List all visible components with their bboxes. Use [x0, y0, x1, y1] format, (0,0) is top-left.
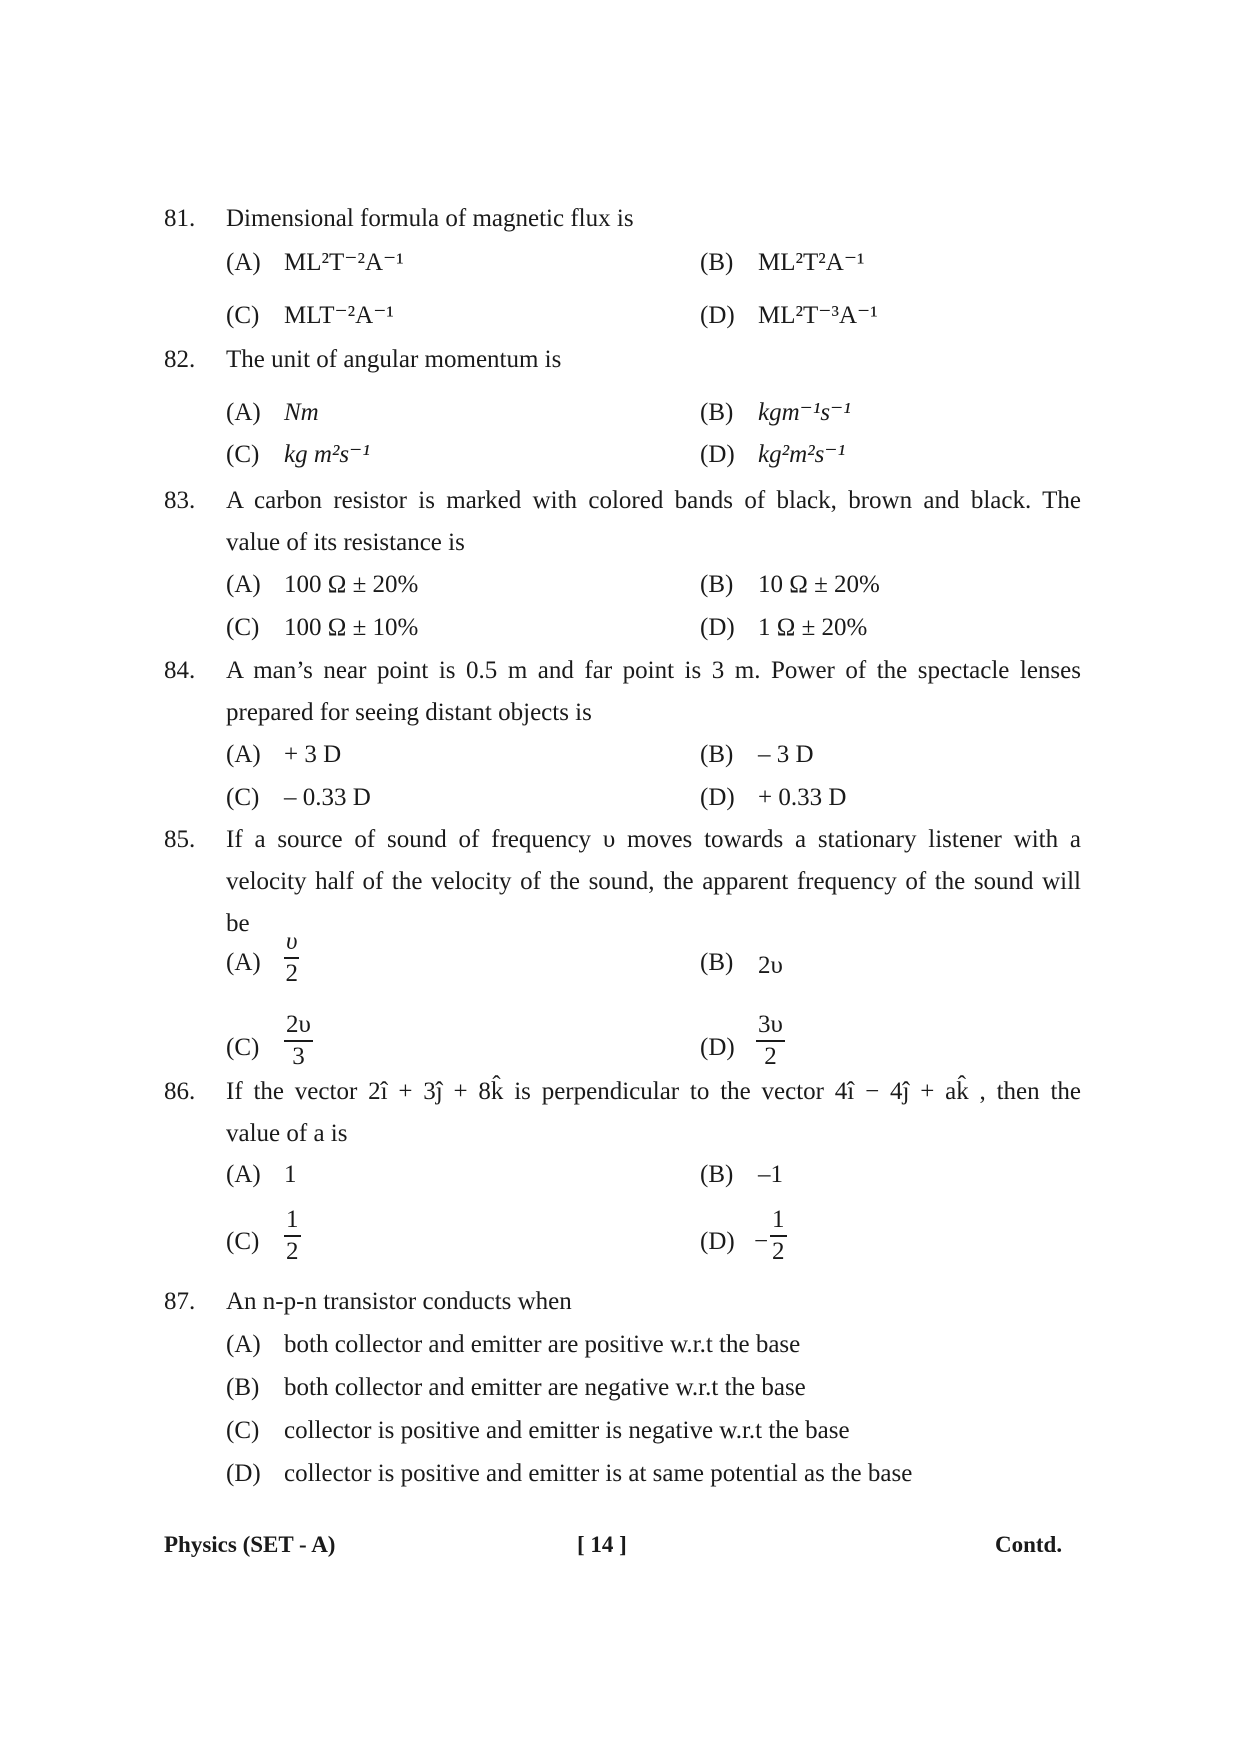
option-label: (B)	[700, 1161, 734, 1188]
question-number: 86.	[164, 1078, 196, 1105]
fraction-denominator: 2	[772, 1237, 785, 1265]
fraction-numerator: 2υ	[286, 1011, 311, 1038]
option-text: 100 Ω ± 20%	[284, 571, 419, 598]
option-label: (B)	[700, 741, 734, 768]
option-text: – 3 D	[758, 741, 814, 768]
fraction-numerator: 3υ	[758, 1011, 783, 1038]
fraction-option	[284, 1206, 301, 1266]
option-label: (D)	[700, 1228, 735, 1255]
option-label: (D)	[700, 302, 735, 329]
option-label: (A)	[226, 249, 261, 276]
fraction-numerator: υ	[286, 928, 298, 955]
question-stem: The unit of angular momentum is	[226, 346, 562, 373]
option-text: Nm	[284, 399, 319, 426]
question-stem: A carbon resistor is marked with colored bands of black, brown and black. The	[226, 487, 1081, 514]
option-text: – 0.33 D	[284, 784, 371, 811]
option-label: (A)	[226, 741, 261, 768]
option-label: (B)	[700, 571, 734, 598]
question-stem: An n-p-n transistor conducts when	[226, 1288, 572, 1315]
fraction-option	[770, 1206, 787, 1266]
option-label: (B)	[226, 1374, 260, 1401]
question-stem: Dimensional formula of magnetic flux is	[226, 205, 634, 232]
option-label: (A)	[226, 571, 261, 598]
option-text: ML²T²A⁻¹	[758, 249, 865, 276]
option-text: 1	[284, 1161, 297, 1188]
fraction-bar	[756, 1040, 785, 1042]
option-label: (D)	[700, 441, 735, 468]
question-number: 85.	[164, 826, 196, 853]
fraction-option	[284, 1011, 313, 1071]
fraction-numerator: 1	[772, 1206, 785, 1233]
question-stem: be	[226, 910, 250, 937]
option-label: (D)	[700, 614, 735, 641]
option-label: (A)	[226, 1331, 261, 1358]
option-label: (D)	[700, 784, 735, 811]
option-text: kg m²s⁻¹	[284, 441, 370, 468]
fraction-denominator: 2	[286, 1237, 299, 1265]
question-number: 82.	[164, 346, 196, 373]
fraction-option	[284, 928, 299, 988]
option-text: 1 Ω ± 20%	[758, 614, 868, 641]
option-text: + 3 D	[284, 741, 342, 768]
fraction-denominator: 2	[285, 959, 298, 987]
question-stem: value of its resistance is	[226, 529, 465, 556]
question-stem: A man’s near point is 0.5 m and far point is 3 m. Power of the spectacle lenses	[226, 657, 1081, 684]
option-text: –1	[758, 1161, 783, 1188]
option-label: (C)	[226, 1228, 260, 1255]
option-label: (B)	[700, 399, 734, 426]
question-stem: If the vector 2î + 3ĵ + 8k̂ is perpendicular to the vector 4î − 4ĵ + ak̂ , then the	[226, 1078, 1081, 1105]
option-label: (C)	[226, 302, 260, 329]
option-label: (A)	[226, 399, 261, 426]
question-number: 81.	[164, 205, 196, 232]
question-stem: If a source of sound of frequency υ moves towards a stationary listener with a	[226, 826, 1081, 853]
fraction-bar	[284, 1040, 313, 1042]
question-number: 84.	[164, 657, 196, 684]
option-text: both collector and emitter are negative w.r.t the base	[284, 1374, 806, 1401]
option-label: (C)	[226, 1034, 260, 1061]
option-label: (A)	[226, 1161, 261, 1188]
option-label: (C)	[226, 441, 260, 468]
fraction-bar	[284, 957, 299, 959]
fraction-option	[756, 1011, 785, 1071]
question-number: 87.	[164, 1288, 196, 1315]
option-text: 2υ	[758, 952, 783, 979]
fraction-denominator: 2	[764, 1042, 777, 1070]
option-label: (C)	[226, 1417, 260, 1444]
option-text: 10 Ω ± 20%	[758, 571, 880, 598]
option-text: collector is positive and emitter is at same potential as the base	[284, 1460, 913, 1487]
option-text: ML²T⁻³A⁻¹	[758, 302, 878, 329]
question-number: 83.	[164, 487, 196, 514]
option-label: (D)	[700, 1034, 735, 1061]
option-text: 100 Ω ± 10%	[284, 614, 419, 641]
option-label: (B)	[700, 249, 734, 276]
option-label: (A)	[226, 949, 261, 976]
fraction-numerator: 1	[286, 1206, 299, 1233]
question-stem: prepared for seeing distant objects is	[226, 699, 592, 726]
option-label: (C)	[226, 614, 260, 641]
fraction-bar	[284, 1235, 301, 1237]
option-label: (C)	[226, 784, 260, 811]
footer-contd: Contd.	[995, 1532, 1063, 1557]
footer-page-number: [ 14 ]	[577, 1532, 627, 1557]
option-label: (B)	[700, 949, 734, 976]
option-text: kgm⁻¹s⁻¹	[758, 399, 851, 426]
option-text: + 0.33 D	[758, 784, 847, 811]
question-stem: value of a is	[226, 1120, 348, 1147]
footer-subject: Physics (SET - A)	[164, 1532, 336, 1557]
option-text: kg²m²s⁻¹	[758, 441, 846, 468]
option-label: (D)	[226, 1460, 261, 1487]
question-stem: velocity half of the velocity of the sound, the apparent frequency of the sound will	[226, 868, 1081, 895]
option-text: collector is positive and emitter is negative w.r.t the base	[284, 1417, 850, 1444]
fraction-denominator: 3	[292, 1042, 305, 1070]
option-text: ML²T⁻²A⁻¹	[284, 249, 404, 276]
option-text: MLT⁻²A⁻¹	[284, 302, 394, 329]
minus-sign: −	[754, 1228, 769, 1255]
option-text: both collector and emitter are positive w.r.t the base	[284, 1331, 801, 1358]
fraction-bar	[770, 1235, 787, 1237]
